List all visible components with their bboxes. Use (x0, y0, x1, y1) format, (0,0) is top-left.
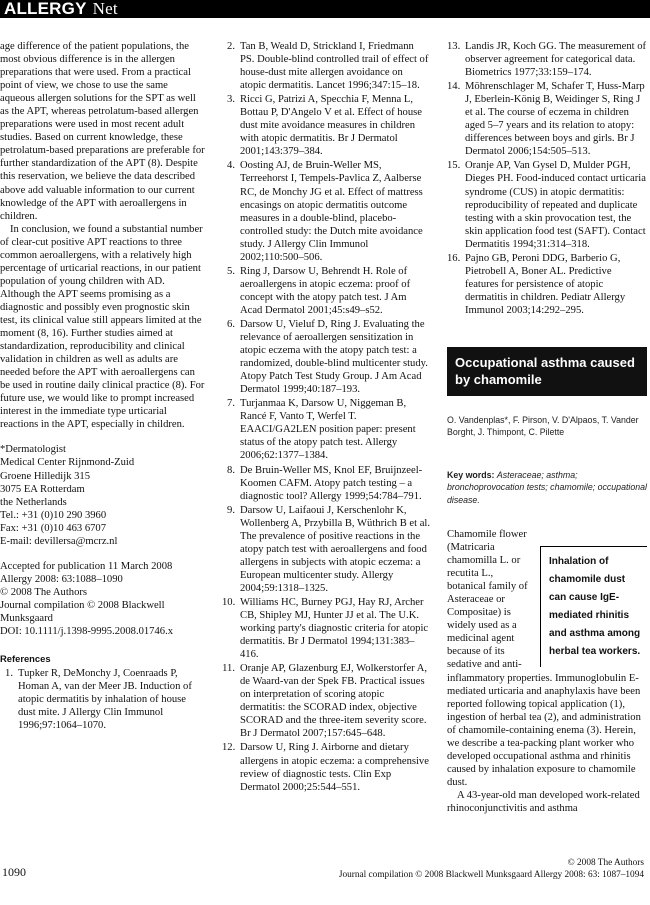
right-column (447, 40, 647, 506)
page-number: 1090 (2, 865, 26, 879)
reference-item: 11. Oranje AP, Glazenburg EJ, Wolkerstorfer A, de Waard-van der Spek FB. Practical issues on interpretation of scoring atopic dermatitis: the SCORAD index, objective SCORAD and the three-item severity score. Br J Dermatol 2007;157:645–648. (222, 663, 428, 740)
meta-line: Allergy 2008: 63:1088–1090 (0, 573, 123, 585)
body-paragraph: Chamomile flower (Matricaria chamomilla L. or recutita L., botanical family of Asteraceae or Compositae) is widely used as a medicinal agent because of its sedative and anti-inflammatory properties. Immunoglobulin E-mediated urticaria and anaphylaxis have been reported following topical application (1), ingestion of herbal tea (2), and administration of chamomile-containing enema (3). Herein, we describe a tea-packing plant worker who developed occupational asthma and rhinitis caused by inhalation exposure to chamomile dust. (447, 529, 641, 788)
reference-item: 4. Oosting AJ, de Bruin-Weller MS, Terreehorst I, Tempels-Pavlica Z, Aalberse RC, de Monchy JG et al. Effect of mattress encasings on atopic dermatitis outcome measures in a double-blind, placebo-controlled study: the Dutch mite avoidance study. J Allergy Clin Immunol 2002;110:500–506. (227, 160, 423, 263)
corr-line: Groene Hilledijk 315 (0, 470, 91, 482)
article-intro (447, 528, 647, 815)
reference-item: 14. Möhrenschlager M, Schafer T, Huss-Marp J, Eberlein-König B, Weidinger S, Ring J et al. The course of eczema in children aged 5–7 years and its relation to atopy: differences between boys and girls. Br J Dermatol 2006;154:505–513. (447, 81, 645, 158)
corr-line: Fax: +31 (0)10 463 6707 (0, 522, 107, 534)
pull-quote: Inhalation of chamomile dust can cause IgE-mediated rhinitis and asthma among herbal tea workers. (540, 546, 647, 667)
reference-item: 13. Landis JR, Koch GG. The measurement of observer agreement for categorical data. Biometrics 1977;33:159–174. (447, 41, 647, 79)
doi-line[interactable]: DOI: 10.1111/j.1398-9995.2008.01746.x (0, 626, 174, 638)
reference-item: 6. Darsow U, Vieluf D, Ring J. Evaluating the relevance of aeroallergen sensitization in atopic eczema with the atopy patch test: a randomized, double-blind multicenter study. Atopy Patch Test Study Group. J Am Acad Dermatol 1999;40:187–193. (227, 318, 428, 396)
brand-bold: ALLERGY (4, 0, 87, 18)
publication-meta (0, 560, 205, 638)
reference-item: 10. Williams HC, Burney PGJ, Hay RJ, Archer CB, Shipley MJ, Hunter JJ et al. The U.K. working party's diagnostic criteria for atopic dermatitis. Br J Dermatol 1994;131:383–416. (222, 596, 429, 661)
body-paragraph: In conclusion, we found a substantial number of clear-cut positive APT reactions to three common aeroallergens, with a relatively high percentage of urticarial reactions, in our patient population of young children with AD. Although the APT seems promising as a diagnostic and possibly even prognostic skin test, its clinical value still appears limited at the moment (8, 16). Further studies aimed at standardization, reproducibility and clinical validation in children as well as adults are needed before the APT with aeroallergens can be used in routine daily clinical practice (8). For future use, we would like to prompt increased interest in the immediate type urticarial reactions in the APT, especially in children. (0, 223, 205, 431)
corr-line: *Dermatologist (0, 444, 66, 456)
journal-brand (4, 0, 118, 19)
corr-line: Tel.: +31 (0)10 290 3960 (0, 509, 107, 521)
corr-email[interactable]: E-mail: devillersa@mcrz.nl (0, 535, 118, 547)
meta-line: © 2008 The Authors (0, 586, 88, 598)
body-paragraph: age difference of the patient populations, the most obvious difference is in the allergen preparations that were used. From a practical point of view, we chose to use the same aqueous allergen solutions for the SPT as well as the APT, whereas petrolatum-based allergen preparations were used in most recent adult studies. Based on current knowledge, these petrolatum-based preparations are preferable for further standardization of the APT (8). Despite this reservation, we believe the data described above add valuable information to our current knowledge of the APT with aeroallergens in children. (0, 41, 205, 222)
journal-header-bar (0, 0, 650, 18)
reference-item: 15. Oranje AP, Van Gysel D, Mulder PGH, Dieges PH. Food-induced contact urticaria syndrome (CUS) in atopic dermatitis: reproducibility of repeated and duplicate testing with a skin provocation test, the skin application food test (SAFT). Contact Dermatitis 1994;31:314–318. (447, 160, 646, 250)
reference-list-1 (0, 667, 205, 732)
article-title: Occupational asthma caused by chamomile (455, 354, 635, 387)
corr-line: 3075 EA Rotterdam (0, 483, 85, 495)
reference-item: 3. Ricci G, Patrizi A, Specchia F, Menna L, Bottau P, D'Angelo V et al. Effect of house dust mite avoidance measures in children with atopic dermatitis. Br J Dermatol 2001;143:379–384. (227, 94, 422, 158)
keywords-label: Key words: (447, 469, 495, 480)
body-paragraph: A 43-year-old man developed work-related rhinoconjunctivitis and asthma (447, 789, 640, 814)
references-heading: References (0, 653, 51, 665)
reference-item: 12. Darsow U, Ring J. Airborne and dietary allergens in atopic eczema: a comprehensive review of diagnostic tests. Clin Exp Dermatol 2000;25:544–551. (222, 742, 429, 793)
brand-rest: Net (92, 0, 118, 18)
reference-item: 7. Turjanmaa K, Darsow U, Niggeman B, Rancé F, Vanto T, Werfel T. EAACI/GA2LEN position paper: present status of the atopy patch test. Allergy 2006;62:1377–1384. (227, 398, 416, 462)
reference-item: 5. Ring J, Darsow U, Behrendt H. Role of aeroallergens in atopic eczema: proof of concept with the atopy patch test. J Am Acad Dermatol 2001;45:s49–s52. (227, 265, 411, 316)
middle-column (222, 40, 430, 795)
article-authors: O. Vandenplas*, F. Pirson, V. D'Alpaos, T. Vander Borght, J. Thimpont, C. Pilette (447, 414, 639, 438)
keywords-list: Asteraceae; asthma; bronchoprovocation tests; chamomile; occupational disease. (447, 469, 647, 505)
footer-copyright (339, 857, 644, 881)
reference-item: 1. Tupker R, DeMonchy J, Coenraads P, Homan A, van der Meer JB. Induction of atopic dermatitis by inhalation of house dust mite. J Allergy Clin Immunol 1996;97:1064–1070. (5, 668, 192, 732)
article-title-box (447, 347, 647, 396)
reference-item: 2. Tan B, Weald D, Strickland I, Friedmann PS. Double-blind controlled trail of effect of house-dust mite allergen avoidance on atopic dermatitis. Lancet 1996;347:15–18. (227, 41, 429, 92)
reference-item: 8. De Bruin-Weller MS, Knol EF, Bruijnzeel-Koomen CAFM. Atopy patch testing – a diagnostic tool? Allergy 1999;54:784–791. (227, 464, 423, 502)
footer-line: © 2008 The Authors (567, 858, 644, 868)
corr-line: the Netherlands (0, 496, 67, 508)
corr-line: Medical Center Rijnmond-Zuid (0, 457, 135, 469)
meta-line: Journal compilation © 2008 Blackwell Munksgaard (0, 599, 165, 624)
reference-item: 9. Darsow U, Laifaoui J, Kerschenlohr K, Wollenberg A, Przybilla B, Wüthrich B et al. The prevalence of positive reactions in the atopy patch test with aeroallergens and food allergens in subjects with atopic eczema: a European multicenter study. Allergy 2004;59:1318–1325. (227, 504, 430, 594)
reference-item: 16. Pajno GB, Peroni DDG, Barberio G, Pietrobell A, Boner AL. Predictive features for persistence of atopic dermatitis in children. Pediatr Allergy Immunol 2003;14:292–295. (447, 252, 626, 316)
left-column (0, 40, 205, 733)
keywords-block (447, 469, 647, 507)
footer-line: Journal compilation © 2008 Blackwell Munksgaard Allergy 2008: 63: 1087–1094 (338, 870, 644, 880)
meta-line: Accepted for publication 11 March 2008 (0, 560, 173, 572)
correspondence-block (0, 443, 205, 547)
